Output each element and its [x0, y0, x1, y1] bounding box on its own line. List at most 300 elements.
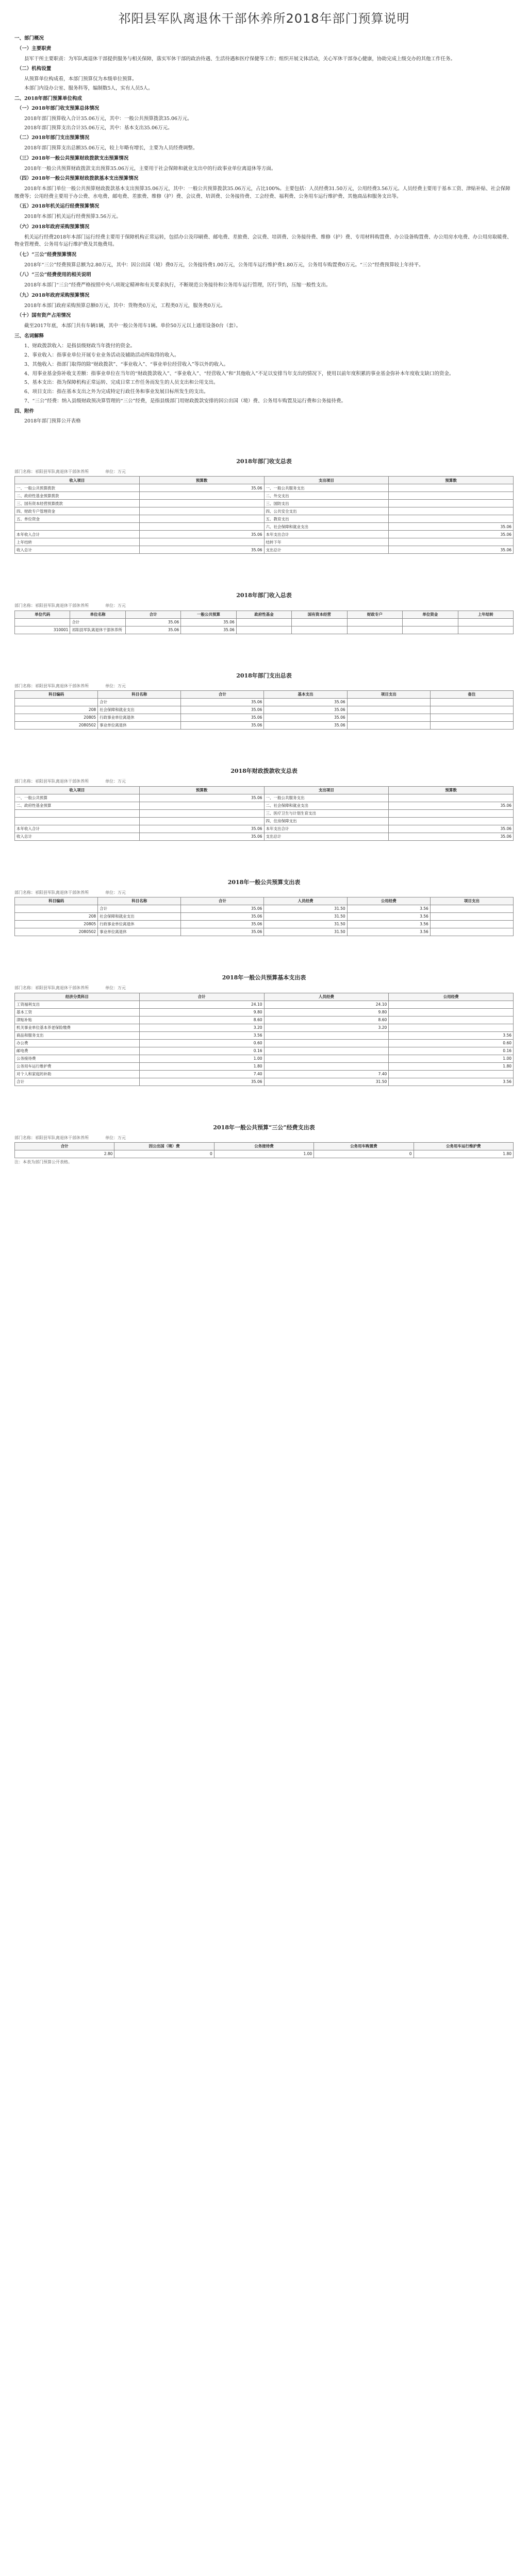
column-header: 备注: [430, 691, 513, 699]
table-cell: 35.06: [181, 722, 264, 730]
column-header: 合计: [181, 691, 264, 699]
table-cell: 工资福利支出: [15, 1001, 140, 1008]
table-caption: 2018年部门收支总表: [236, 457, 292, 465]
table-cell: [264, 1055, 389, 1062]
table-row: [15, 618, 514, 626]
table-row: [15, 833, 514, 840]
fiscal-summary-table: [14, 786, 514, 841]
table-cell: [389, 1024, 514, 1031]
table-cell: [139, 802, 264, 809]
table-cell: 24.10: [139, 1001, 264, 1008]
table-cell: 1.80: [139, 1062, 264, 1070]
table-cell: [292, 618, 347, 626]
table-cell: 办公费: [15, 1039, 140, 1047]
column-header: 单位资金: [403, 611, 458, 618]
table-row: [15, 1047, 514, 1055]
column-header: 支出项目: [264, 477, 389, 484]
table-cell: 二、政府性基金预算拨款: [15, 492, 140, 500]
table-cell: 0.60: [389, 1039, 514, 1047]
table-cell: 支出总计: [264, 546, 389, 554]
table-cell: 一、一般公共预算: [15, 794, 140, 802]
table-cell: [139, 500, 264, 507]
table-caption: 2018年部门收入总表: [236, 592, 292, 599]
table-cell: [430, 921, 513, 928]
table-cell: [139, 809, 264, 817]
subsection-heading: （八）“三公”经费使用的相关说明: [16, 272, 91, 278]
table-cell: 35.06: [389, 531, 514, 538]
table-row: [15, 714, 514, 722]
table-cell: 35.06: [125, 618, 180, 626]
table-cell: [389, 794, 514, 802]
table-cell: 20805: [15, 714, 98, 722]
table-cell: 31.50: [264, 905, 347, 913]
table-row: [15, 500, 514, 507]
table-cell: 3.20: [139, 1024, 264, 1031]
table-cell: [430, 699, 513, 706]
table-cell: 35.06: [139, 825, 264, 833]
section-heading: 二、2018年部门预算单位构成: [14, 95, 82, 101]
subsection-heading: （四）2018年一般公共预算财政拨款基本支出预算情况: [16, 176, 139, 182]
table-cell: 35.06: [139, 531, 264, 538]
table-cell: [458, 626, 514, 634]
table-cell: 2080502: [15, 928, 98, 936]
terms-list: [14, 343, 514, 405]
table-row: [15, 817, 514, 825]
column-header: 基本支出: [264, 691, 347, 699]
table-row: [15, 1024, 514, 1031]
term-item: 4、用事业基金弥补收支差额：指事业单位在当年的“财政拨款收入”、“事业收入”、“经营收入”和“其他收入”不足以安排当年支出的情况下，使用以前年度积累的事业基金弥补本年度收支缺口的资金。: [24, 370, 454, 377]
table-cell: 3.56: [347, 913, 430, 921]
column-header: 合计: [15, 1143, 114, 1150]
table-row: [15, 1055, 514, 1062]
table-cell: 35.06: [389, 523, 514, 531]
table-cell: 3.20: [264, 1024, 389, 1031]
table-unit: 部门名称：祁阳县军队离退休干部休养所 单位：万元: [14, 779, 126, 784]
table-row: [15, 794, 514, 802]
column-header: 公用经费: [347, 897, 430, 905]
table-cell: 7.40: [139, 1070, 264, 1078]
paragraph: 2018年本部门机关运行经费预算3.56万元。: [24, 214, 121, 220]
table-cell: 事业单位离退休: [98, 722, 181, 730]
table-block-income-summary: [14, 591, 514, 634]
table-cell: [292, 626, 347, 634]
table-cell: 31.50: [264, 928, 347, 936]
table-cell: 3.56: [389, 1031, 514, 1039]
table-cell: 310001: [15, 626, 70, 634]
table-cell: 0.16: [139, 1047, 264, 1055]
table-cell: [139, 492, 264, 500]
table-row: [15, 1039, 514, 1047]
table-cell: 35.06: [389, 802, 514, 809]
table-cell: 35.06: [181, 928, 264, 936]
column-header: 公务用车购置费: [314, 1143, 414, 1150]
column-header: 单位代码: [15, 611, 70, 618]
table-cell: [264, 1062, 389, 1070]
paragraph: 截至2017年底，本部门共有车辆1辆，其中一般公务用车1辆。单价50万元以上通用设备0台（套）。: [24, 323, 241, 329]
table-cell: 2080502: [15, 722, 98, 730]
column-header: 公务用车运行维护费: [414, 1143, 513, 1150]
table-cell: [389, 515, 514, 523]
table-cell: 二、政府性基金预算: [15, 802, 140, 809]
table-cell: 1.00: [139, 1055, 264, 1062]
table-cell: 结转下年: [264, 538, 389, 546]
table-cell: 社会保障和就业支出: [98, 706, 181, 714]
paragraph: 从预算单位构成看，本部门预算仅为本级单位预算。: [24, 76, 137, 82]
column-header: 人员经费: [264, 993, 389, 1001]
table-cell: 3.56: [347, 905, 430, 913]
table-cell: [430, 913, 513, 921]
table-header-row: [15, 611, 514, 618]
page-title: 祁阳县军队离退休干部休养所2018年部门预算说明: [118, 11, 410, 26]
table-cell: 合计: [15, 1078, 140, 1086]
column-header: 公务接待费: [214, 1143, 314, 1150]
table-cell: [458, 618, 514, 626]
expense-summary-table: [14, 690, 514, 730]
table-cell: 9.80: [139, 1008, 264, 1016]
table-cell: 祁阳县军队离退休干部休养所: [70, 626, 125, 634]
table-row: [15, 1078, 514, 1086]
table-cell: 0.16: [389, 1047, 514, 1055]
table-cell: 31.50: [264, 921, 347, 928]
table-cell: 35.06: [181, 699, 264, 706]
table-cell: [264, 1039, 389, 1047]
column-header: 合计: [139, 993, 264, 1001]
table-row: [15, 531, 514, 538]
term-item: 7、“三公”经费：纳入县级财政预决算管理的“三公”经费，是指县级部门用财政拨款安排的因公出国（境）费、公务用车购置及运行费和公务接待费。: [24, 398, 346, 404]
column-header: 支出项目: [264, 786, 389, 794]
table-cell: 7.40: [264, 1070, 389, 1078]
term-item: 5、基本支出：指为保障机构正常运转、完成日常工作任务而发生的人员支出和公用支出。: [24, 380, 219, 386]
income-expense-summary-table: [14, 476, 514, 554]
table-cell: [430, 928, 513, 936]
document-body: [0, 28, 528, 1165]
table-cell: 3.56: [347, 928, 430, 936]
subsection-heading: （九）2018年政府采购预算情况: [16, 292, 90, 298]
table-cell: 收入总计: [15, 546, 140, 554]
column-header: 上年结转: [458, 611, 514, 618]
table-cell: 本年支出合计: [264, 531, 389, 538]
table-cell: 8.60: [139, 1016, 264, 1024]
table-cell: 一、一般公共预算拨款: [15, 484, 140, 492]
table-unit: 部门名称：祁阳县军队离退休干部休养所 单位：万元: [14, 603, 126, 608]
table-row: [15, 538, 514, 546]
subsection-heading: （一）主要职责: [16, 45, 52, 52]
column-header: 科目名称: [98, 897, 181, 905]
table-cell: 合计: [98, 905, 181, 913]
table-cell: 35.06: [125, 626, 180, 634]
column-header: 收入项目: [15, 786, 140, 794]
table-caption: 2018年财政拨款收支总表: [230, 768, 298, 775]
table-cell: 35.06: [181, 921, 264, 928]
table-cell: 1.80: [389, 1062, 514, 1070]
column-header: 预算数: [389, 477, 514, 484]
table-block-income-expense-summary: [14, 457, 514, 554]
table-block-general-budget-expense: [14, 878, 514, 936]
paragraph: 2018年本部门单位一般公共预算财政拨款基本支出预算35.06万元，其中：一般公共预算拨款35.06万元，占比100%。主要包括：人员经费31.50万元，公用经费3.56万元。人员经费主要用于基本工资、津贴补贴、社会保障缴费等；公用经费主要用于办公费、水电费、邮电费、差旅费、维修（护）费、会议费、培训费、公务接待费、工会经费、福利费、公务用车运行维护费、其他商品和服务支出等。: [14, 185, 510, 199]
table-cell: 本年收入合计: [15, 825, 140, 833]
table-row: [15, 921, 514, 928]
table-cell: 35.06: [139, 484, 264, 492]
table-cell: 208: [15, 706, 98, 714]
column-header: 科目名称: [98, 691, 181, 699]
table-row: [15, 1008, 514, 1016]
table-cell: [236, 618, 291, 626]
section-heading: 一、部门概况: [14, 36, 44, 42]
table-header-row: [15, 897, 514, 905]
column-header: 项目支出: [347, 691, 430, 699]
column-header: 公用经费: [389, 993, 514, 1001]
table-row: [15, 825, 514, 833]
column-header: 预算数: [139, 786, 264, 794]
table-cell: [389, 500, 514, 507]
table-cell: 机关事业单位基本养老保险缴费: [15, 1024, 140, 1031]
table-caption: 2018年一般公共预算支出表: [227, 878, 301, 886]
table-cell: 上年结转: [15, 538, 140, 546]
section-heading: 三、名词解释: [14, 333, 44, 339]
paragraph: 2018年“三公”经费预算总额为2.80万元，其中：因公出国（境）费0万元，公务接待费1.00万元，公务用车运行维护费1.80万元，公务用车购置费0万元。“三公”经费预算较上年持平。: [24, 262, 424, 268]
table-cell: [389, 1008, 514, 1016]
table-cell: [15, 618, 70, 626]
column-header: 单位名称: [70, 611, 125, 618]
section-heading: 四、附件: [14, 408, 35, 414]
table-footnote: 注：本表为部门预算公开表格。: [14, 1160, 72, 1164]
table-cell: 四、公共安全支出: [264, 507, 389, 515]
table-row: [15, 1001, 514, 1008]
table-cell: [389, 1070, 514, 1078]
table-cell: [389, 507, 514, 515]
table-cell: 8.60: [264, 1016, 389, 1024]
table-cell: 行政事业单位离退休: [98, 921, 181, 928]
table-cell: 35.06: [389, 546, 514, 554]
table-cell: 基本工资: [15, 1008, 140, 1016]
table-cell: 一、一般公共服务支出: [264, 794, 389, 802]
table-header-row: [15, 993, 514, 1001]
table-cell: 合计: [70, 618, 125, 626]
table-cell: [347, 626, 402, 634]
table-cell: 三、国有资本经营预算拨款: [15, 500, 140, 507]
table-unit: 部门名称：祁阳县军队离退休干部休养所 单位：万元: [14, 890, 126, 895]
table-cell: 四、财政专户管理资金: [15, 507, 140, 515]
table-cell: [347, 699, 430, 706]
column-header: 一般公共预算: [181, 611, 236, 618]
table-cell: 35.06: [389, 825, 514, 833]
subsection-heading: （二）机构设置: [16, 66, 52, 72]
table-cell: 2.80: [15, 1150, 114, 1158]
table-cell: [264, 1031, 389, 1039]
table-block-three-public: [14, 1123, 514, 1166]
table-row: [15, 706, 514, 714]
table-caption: 2018年一般公共预算基本支出表: [222, 974, 306, 981]
table-cell: [389, 484, 514, 492]
table-row: [15, 1031, 514, 1039]
table-cell: 本年收入合计: [15, 531, 140, 538]
table-cell: 35.06: [389, 833, 514, 840]
table-cell: [264, 1047, 389, 1055]
term-item: 2、事业收入：指事业单位开展专业业务活动及辅助活动所取得的收入。: [24, 352, 179, 359]
table-cell: 1.80: [414, 1150, 513, 1158]
table-cell: 1.00: [389, 1055, 514, 1062]
table-cell: 35.06: [264, 722, 347, 730]
table-cell: 社会保障和就业支出: [98, 913, 181, 921]
table-cell: 3.56: [139, 1031, 264, 1039]
table-row: [15, 1062, 514, 1070]
table-row: [15, 1070, 514, 1078]
table-cell: [236, 626, 291, 634]
column-header: 项目支出: [430, 897, 513, 905]
basic-expense-table: [14, 993, 514, 1086]
subsection-heading: （十）国有资产占用情况: [16, 313, 71, 319]
table-cell: 公务接待费: [15, 1055, 140, 1062]
table-cell: 三、国防支出: [264, 500, 389, 507]
table-cell: 208: [15, 913, 98, 921]
table-cell: [15, 523, 140, 531]
table-row: [15, 699, 514, 706]
table-header-row: [15, 786, 514, 794]
table-cell: 35.06: [181, 626, 236, 634]
table-unit: 部门名称：祁阳县军队离退休干部休养所 单位：万元: [14, 683, 126, 688]
table-cell: 收入总计: [15, 833, 140, 840]
table-row: [15, 802, 514, 809]
term-item: 3、其他收入：指部门取得的除“财政拨款”、“事业收入”、“事业单位经营收入”等以外的收入。: [24, 361, 229, 367]
column-header: 科目编码: [15, 691, 98, 699]
table-cell: 事业单位离退休: [98, 928, 181, 936]
table-cell: [347, 618, 402, 626]
column-header: 财政专户: [347, 611, 402, 618]
paragraph: 2018年本部门“三公”经费严格按照中央八项规定精神和有关要求执行，不断规范公务接待和公务用车运行管理，厉行节约，压缩一般性支出。: [24, 282, 331, 289]
column-header: 预算数: [389, 786, 514, 794]
column-header: 预算数: [139, 477, 264, 484]
table-cell: 35.06: [181, 706, 264, 714]
subsection-heading: （三）2018年一般公共预算财政拨款支出预算情况: [16, 155, 129, 161]
subsection-heading: （一）2018年部门收支预算总体情况: [16, 106, 100, 112]
table-cell: 35.06: [181, 913, 264, 921]
table-cell: 31.50: [264, 1078, 389, 1086]
table-caption: 2018年部门支出总表: [236, 672, 292, 679]
table-cell: 六、社会保障和就业支出: [264, 523, 389, 531]
table-cell: 合计: [98, 699, 181, 706]
table-header-row: [15, 691, 514, 699]
table-cell: 0.60: [139, 1039, 264, 1047]
three-public-expense-table: [14, 1142, 514, 1158]
table-cell: [430, 905, 513, 913]
paragraph: 2018年部门预算支出合计35.06万元，其中：基本支出35.06万元。: [24, 125, 173, 131]
paragraph: 2018年部门预算支出总额35.06万元，较上年略有增长，主要为人员经费调整。: [24, 145, 198, 151]
table-row: [15, 928, 514, 936]
table-cell: [389, 1016, 514, 1024]
table-cell: 0: [114, 1150, 214, 1158]
table-row: [15, 913, 514, 921]
table-cell: 9.80: [264, 1008, 389, 1016]
table-caption: 2018年一般公共预算“三公”经费支出表: [213, 1124, 315, 1131]
column-header: 收入项目: [15, 477, 140, 484]
table-cell: 3.56: [389, 1078, 514, 1086]
table-unit: 部门名称：祁阳县军队离退休干部休养所 单位：万元: [14, 986, 126, 991]
table-cell: 支出总计: [264, 833, 389, 840]
table-cell: 邮电费: [15, 1047, 140, 1055]
table-cell: [389, 809, 514, 817]
table-row: [15, 507, 514, 515]
table-cell: [430, 714, 513, 722]
table-cell: [15, 817, 140, 825]
table-unit: 部门名称：祁阳县军队离退休干部休养所 单位：万元: [14, 1135, 126, 1140]
table-cell: 二、外交支出: [264, 492, 389, 500]
column-header: 合计: [125, 611, 180, 618]
paragraph: 2018年本部门政府采购预算总额0万元，其中：货物类0万元，工程类0万元，服务类0万元。: [24, 302, 226, 309]
table-header-row: [15, 1143, 514, 1150]
table-cell: 二、社会保障和就业支出: [264, 802, 389, 809]
table-cell: 35.06: [181, 618, 236, 626]
table-cell: [389, 538, 514, 546]
table-cell: [389, 817, 514, 825]
table-block-fiscal-summary: [14, 767, 514, 840]
table-row: [15, 515, 514, 523]
paragraph: 2018年一般公共预算财政拨款支出预算35.06万元，主要用于社会保障和就业支出中的行政事业单位离退休等方面。: [24, 165, 276, 172]
paragraph: 机关运行经费2018年本部门运行经费主要用于保障机构正常运转，包括办公及印刷费、邮电费、差旅费、会议费、培训费、公务接待费、维修（护）费、专用材料购置费、办公设备购置费、办公用房水电费、办公用房取暖费、物业管理费、公务用车运行维护费及其他费用。: [14, 234, 512, 248]
table-cell: 24.10: [264, 1001, 389, 1008]
table-cell: [430, 722, 513, 730]
table-row: [15, 905, 514, 913]
subsection-heading: （二）2018年部门支出预算情况: [16, 135, 90, 141]
paragraph: 2018年部门预算公开表格: [24, 418, 81, 425]
table-row: [15, 546, 514, 554]
table-block-basic-expense: [14, 973, 514, 1086]
table-cell: 商品和服务支出: [15, 1031, 140, 1039]
table-cell: 1.00: [214, 1150, 314, 1158]
table-cell: 35.06: [181, 714, 264, 722]
table-cell: 五、单位资金: [15, 515, 140, 523]
column-header: 因公出国（境）费: [114, 1143, 214, 1150]
paragraph: 本部门内设办公室、服务科等，编制数5人，实有人员5人。: [24, 85, 153, 91]
table-unit: 部门名称：祁阳县军队离退休干部休养所 单位：万元: [14, 469, 126, 474]
table-row: [15, 626, 514, 634]
table-row: [15, 492, 514, 500]
table-cell: [347, 714, 430, 722]
table-cell: 31.50: [264, 913, 347, 921]
table-cell: 35.06: [139, 1078, 264, 1086]
general-budget-expense-table: [14, 897, 514, 936]
table-cell: 35.06: [264, 714, 347, 722]
column-header: 合计: [181, 897, 264, 905]
column-header: 国有资本经营: [292, 611, 347, 618]
table-cell: 四、住房保障支出: [264, 817, 389, 825]
subsection-heading: （七）“三公”经费预算情况: [16, 252, 77, 258]
table-cell: 35.06: [139, 794, 264, 802]
table-cell: 五、教育支出: [264, 515, 389, 523]
table-row: [15, 1016, 514, 1024]
column-header: 科目编码: [15, 897, 98, 905]
document-header: [0, 0, 528, 28]
table-cell: [430, 706, 513, 714]
paragraph: 县军干所主要职责：为军队离退休干部提供服务与相关保障，落实军休干部的政治待遇、生活待遇和医疗保健等工作；组织开展文体活动，关心军休干部身心健康，协助完成上级交办的其他工作任务。: [24, 56, 456, 62]
table-cell: 35.06: [139, 833, 264, 840]
term-item: 6、项目支出：指在基本支出之外为完成特定行政任务和事业发展目标所发生的支出。: [24, 389, 209, 395]
table-cell: [139, 507, 264, 515]
table-row: [15, 1150, 514, 1158]
table-row: [15, 809, 514, 817]
table-cell: [347, 706, 430, 714]
table-row: [15, 722, 514, 730]
table-cell: [139, 817, 264, 825]
table-cell: [15, 809, 140, 817]
table-cell: 0: [314, 1150, 414, 1158]
column-header: 人员经费: [264, 897, 347, 905]
table-cell: 一、一般公共服务支出: [264, 484, 389, 492]
table-cell: [347, 722, 430, 730]
table-cell: [403, 618, 458, 626]
term-item: 1、财政拨款收入：是指县级财政当年拨付的资金。: [24, 343, 136, 349]
table-cell: 对个人和家庭的补助: [15, 1070, 140, 1078]
table-cell: 35.06: [139, 546, 264, 554]
